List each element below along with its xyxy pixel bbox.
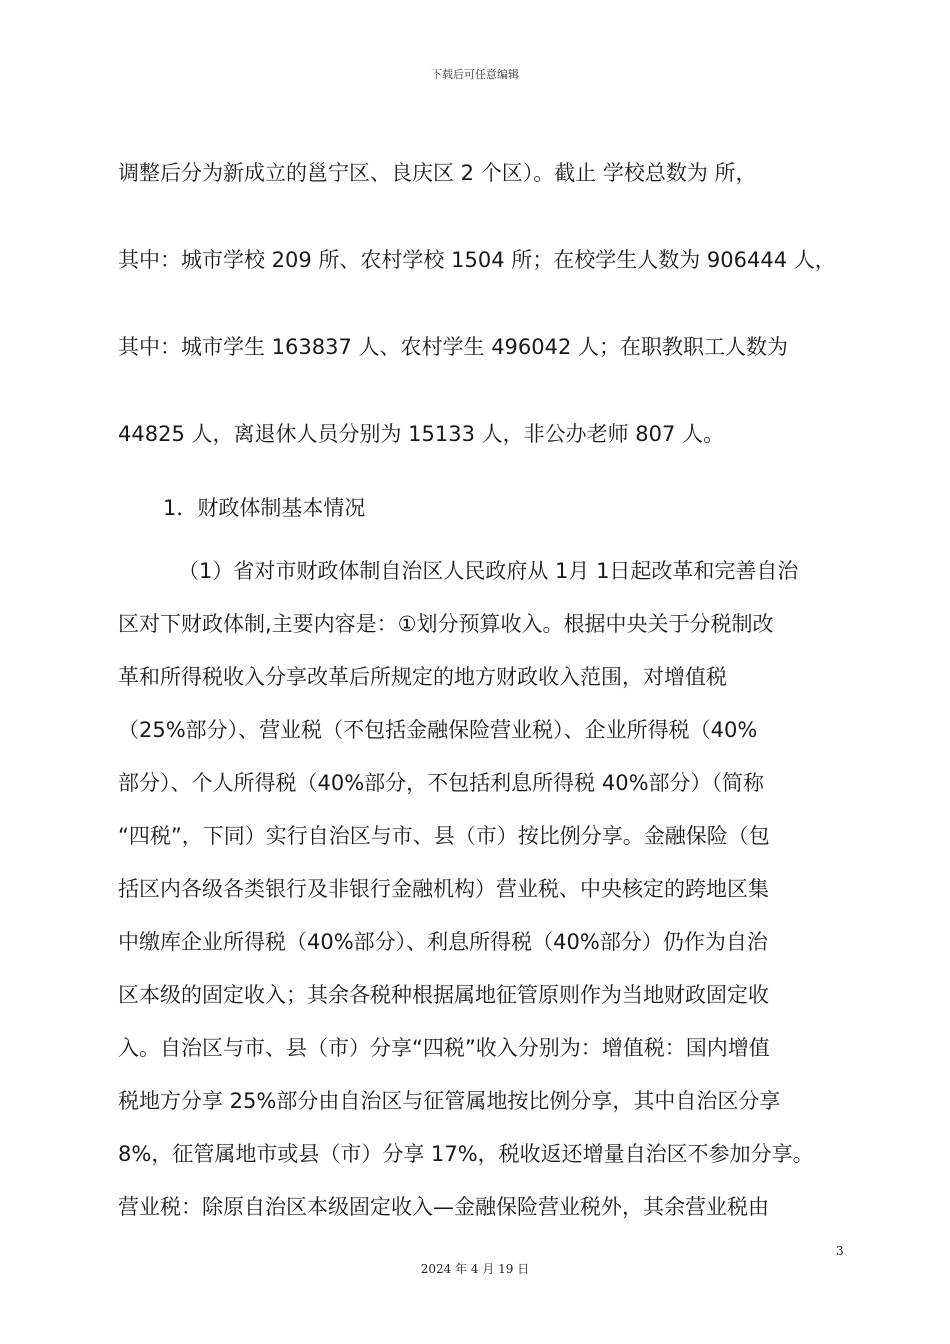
page-number: 3 xyxy=(836,1244,844,1258)
paragraph-line: 其中：城市学校 209 所、农村学校 1504 所；在校学生人数为 906444 人， xyxy=(118,248,836,272)
paragraph-line: 中缴库企业所得税（40%部分）、利息所得税（40%部分）仍作为自治 xyxy=(118,930,768,954)
paragraph-line: “四税”，下同）实行自治区与市、县（市）按比例分享。金融保险（包 xyxy=(118,824,770,848)
footer-date: 2024 年 4 月 19 日 xyxy=(420,1262,530,1276)
paragraph-line: （1）省对市财政体制自治区人民政府从 1月 1日起改革和完善自治 xyxy=(178,559,799,583)
paragraph-line: 括区内各级各类银行及非银行金融机构）营业税、中央核定的跨地区集 xyxy=(118,877,769,901)
paragraph-line: 区对下财政体制,主要内容是：①划分预算收入。根据中央关于分税制改 xyxy=(118,612,774,636)
paragraph-line: 税地方分享 25%部分由自治区与征管属地按比例分享，其中自治区分享 xyxy=(118,1089,781,1113)
paragraph-line: 革和所得税收入分享改革后所规定的地方财政收入范围，对增值税 xyxy=(118,665,727,689)
paragraph-line: 区本级的固定收入；其余各税种根据属地征管原则作为当地财政固定收 xyxy=(118,983,769,1007)
paragraph-line: 其中：城市学生 163837 人、农村学生 496042 人；在职教职工人数为 xyxy=(118,335,789,359)
section-heading: 1．财政体制基本情况 xyxy=(163,496,366,520)
paragraph-line: 营业税：除原自治区本级固定收入—金融保险营业税外，其余营业税由 xyxy=(118,1195,769,1219)
paragraph-line: 部分）、个人所得税（40%部分，不包括利息所得税 40%部分）（简称 xyxy=(118,771,765,795)
paragraph-line: 入。自治区与市、县（市）分享“四税”收入分别为：增值税：国内增值 xyxy=(118,1036,770,1060)
page-header: 下载后可任意编辑 xyxy=(431,68,519,81)
paragraph-line: （25%部分）、营业税（不包括金融保险营业税）、企业所得税（40% xyxy=(118,718,758,742)
paragraph-line: 8%，征管属地市或县（市）分享 17%，税收返还增量自治区不参加分享。 xyxy=(118,1142,814,1166)
paragraph-line: 44825 人，离退休人员分别为 15133 人，非公办老师 807 人。 xyxy=(118,422,725,446)
paragraph-line: 调整后分为新成立的邕宁区、良庆区 2 个区）。截止 学校总数为 所， xyxy=(118,161,757,185)
